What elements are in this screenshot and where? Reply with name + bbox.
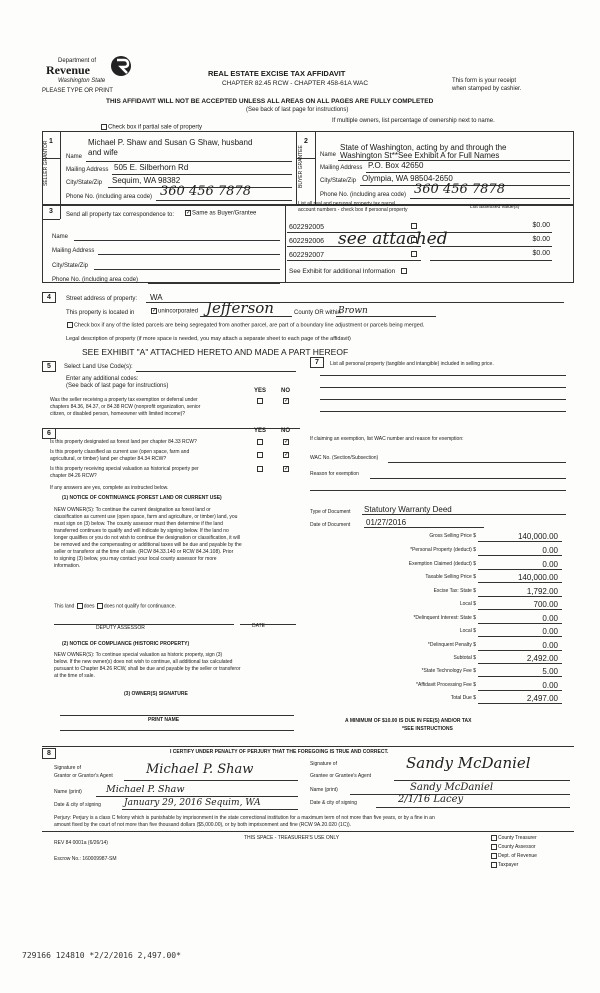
compliance-line: pursuant to Chapter 84.26 RCW, shall be due and payable by the seller or transferor: [54, 666, 241, 672]
personal-property-label: List all personal property (tangible and intangible) included in selling price.: [330, 361, 494, 367]
total-label: Subtotal $: [453, 655, 476, 661]
seller-name-line1: Michael P. Shaw and Susan G Shaw, husband: [88, 138, 253, 147]
grantee-sig-label-2: Grantee or Grantee's Agent: [310, 773, 371, 779]
doc-date-value: 01/27/2016: [366, 518, 407, 527]
doc-type-value: Statutory Warranty Deed: [364, 505, 452, 514]
parcel-2: 602292006: [289, 238, 325, 245]
total-label: Taxable Selling Price $: [425, 574, 476, 580]
total-value: 140,000.00: [517, 573, 558, 582]
certify-statement: I CERTIFY UNDER PENALTY OF PERJURY THAT THE FOREGOING IS TRUE AND CORRECT.: [170, 749, 389, 755]
total-label: Total Due $: [450, 695, 476, 701]
section-1-number: 1: [49, 138, 53, 145]
assessed-value-1: $0.00: [532, 222, 550, 229]
wac-label: WAC No. (Section/Subsection): [310, 455, 379, 461]
grantor-date-city: January 29, 2016 Sequim, WA: [124, 798, 261, 808]
total-label: Excise Tax: State $: [433, 588, 476, 594]
land-label: This land: [54, 603, 75, 610]
cashier-stamp: 729166 124810 *2/2/2016 2,497.00*: [22, 951, 181, 960]
parcel-3: 602292007: [289, 252, 325, 259]
historic-no-checkbox[interactable]: ✓: [284, 466, 290, 472]
section-4-number: 4: [47, 294, 51, 301]
total-label: Exemption Claimed (deduct) $: [408, 561, 476, 567]
continuance-line: to signing (3) below, you may contact your local county assessor for more: [54, 556, 217, 562]
continuance-line: information.: [54, 563, 81, 569]
buyer-city-value: Olympia, WA 98504-2650: [362, 174, 453, 183]
county-handwritten: Jefferson: [206, 299, 274, 317]
does-not-label: does not qualify for continuance.: [103, 603, 176, 610]
s6-yes-header: YES: [254, 428, 267, 434]
total-label: *Personal Property (deduct) $: [410, 547, 476, 553]
grantee-name-label: Name (print): [310, 787, 338, 793]
total-value: 0.00: [542, 614, 558, 623]
grantor-sig-label-2: Grantor or Grantor's Agent: [54, 773, 113, 779]
continuance-line: classification as current use (open space, farm and agriculture, or timber) land, you: [54, 514, 238, 520]
deputy-date-label: DATE: [252, 623, 265, 629]
state-label: Washington State: [58, 78, 106, 84]
buyer-phone-label: Phone No. (including area code): [320, 192, 407, 198]
perjury-line-2: amount fixed by the court of not more than five thousand dollars ($5,000.00), or by both imprisonment and fine (RCW 9A.20.020 (1C)).: [54, 822, 352, 828]
current-use-question-1: Is this property classified as current use (open space, farm and: [50, 449, 190, 455]
unincorporated-checkbox[interactable]: ✓unincorporated: [152, 308, 199, 315]
buyer-phone-value: 360 456 7878: [414, 182, 505, 197]
segregate-label: Check box if any of the listed parcels are being segregated from another parcel, are part of a boundary line adjustment or parcels being merged.: [74, 322, 425, 329]
total-label: *Affidavit Processing Fee $: [416, 682, 476, 688]
continuance-line: seller or transferor at the time of sale. (RCW 84.33.140 or RCW 84.34.108). Prior: [54, 549, 234, 555]
forest-no-checkbox[interactable]: ✓: [284, 439, 290, 445]
seller-city-label: City/State/Zip: [66, 180, 103, 186]
copy-county-treasurer[interactable]: [490, 834, 537, 843]
grantee-sig-label-1: Signature of: [310, 761, 337, 767]
total-label: Local $: [459, 628, 476, 634]
section-8-number: 8: [47, 750, 51, 757]
land-qualify-row: [54, 603, 176, 610]
historic-question-1: Is this property receiving special valuation as historical property per: [50, 466, 199, 472]
section-5-number: 5: [47, 363, 51, 370]
parcel-list-header-1: List all real and personal property tax parcel: [298, 201, 395, 207]
does-not-qualify-checkbox[interactable]: [97, 603, 103, 609]
current-use-question-2: agricultural, or timber) land per chapter 84.34 RCW?: [50, 456, 167, 462]
current-use-yes-checkbox[interactable]: [257, 452, 263, 458]
total-value: 0.00: [542, 641, 558, 650]
grantor-name-label: Name (print): [54, 789, 82, 795]
grantee-name-print: Sandy McDaniel: [410, 782, 494, 793]
continuance-line: must sign on (3) below. The county assessor must then determine if the land: [54, 521, 223, 527]
exemption-no-checkbox[interactable]: ✓: [284, 398, 290, 404]
personal-property-checkbox-3[interactable]: [411, 251, 417, 257]
seller-phone-value: 360 456 7878: [160, 184, 251, 199]
city-handwritten: Brown: [338, 306, 368, 316]
section-3-number: 3: [49, 208, 53, 215]
form-revision: REV 84 0001a (6/26/14): [54, 840, 108, 846]
historic-question-2: chapter 84.26 RCW?: [50, 473, 97, 479]
continuance-line: be removed and the compensating or additional taxes will be due and payable by the: [54, 542, 242, 548]
total-value: 2,497.00: [526, 694, 558, 703]
partial-sale-label: Check box if partial sale of property: [108, 124, 203, 131]
legal-description-value: SEE EXHIBIT "A" ATTACHED HERETO AND MADE A PART HEREOF: [82, 347, 349, 357]
same-as-buyer-label: Same as Buyer/Grantee: [192, 210, 257, 217]
copy-distribution-list: [490, 834, 537, 870]
see-instructions-note: *SEE INSTRUCTIONS: [402, 726, 453, 732]
parcel-1: 602292005: [289, 224, 325, 231]
seller-side-label: SELLER GRANTOR: [43, 140, 49, 186]
grantee-signature: Sandy McDaniel: [406, 754, 531, 772]
print-notice: PLEASE TYPE OR PRINT: [42, 88, 113, 94]
receipt-note-1: This form is your receipt: [452, 78, 517, 84]
doc-date-label: Date of Document: [310, 522, 351, 528]
grantor-name-print: Michael P. Shaw: [106, 784, 185, 795]
s5-yes-header: YES: [254, 388, 267, 394]
revenue-logo-text: Revenue: [46, 63, 90, 77]
seller-phone-label: Phone No. (including area code): [66, 194, 153, 200]
see-exhibit-checkbox[interactable]: [289, 268, 408, 275]
continuance-line: longer qualifies or you do not wish to continue the designation or classification, it will: [54, 535, 240, 541]
reason-label: Reason for exemption: [310, 471, 359, 477]
see-attached-handwritten: see attached: [338, 229, 448, 249]
does-qualify-checkbox[interactable]: [77, 603, 83, 609]
copy-taxpayer[interactable]: [490, 861, 537, 870]
total-label: *Delinquent Interest: State $: [413, 615, 476, 621]
exemption-question-1: Was the seller receiving a property tax exemption or deferral under: [50, 397, 198, 403]
street-label: Street address of property:: [66, 296, 138, 302]
total-value: 700.00: [533, 600, 558, 609]
section-2-number: 2: [304, 138, 308, 145]
legal-description-label: Legal description of property (if more space is needed, you may attach a separate sheet to each page of the affidavit): [66, 336, 351, 342]
same-as-buyer-checkbox[interactable]: ✓Same as Buyer/Grantee: [186, 210, 257, 217]
located-label: This property is located in: [66, 310, 135, 316]
buyer-name-label: Name: [320, 152, 337, 158]
grantor-sig-label-1: Signature of: [54, 765, 81, 771]
s6-no-header: NO: [281, 428, 290, 434]
seller-mail-label: Mailing Address: [66, 167, 109, 173]
compliance-line: at the time of sale.: [54, 673, 95, 679]
compliance-line: below. If the new owner(s) does not wish to continue, all additional tax calculated: [54, 659, 233, 665]
buyer-city-label: City/State/Zip: [320, 178, 357, 184]
section-7-number: 7: [315, 359, 319, 366]
notice-compliance-heading: (2) NOTICE OF COMPLIANCE (HISTORIC PROPERTY): [62, 641, 190, 647]
corr-phone-label: Phone No. (including area code): [52, 277, 139, 283]
buyer-name-line1: State of Washington, acting by and through the: [340, 143, 507, 152]
copy-county-assessor[interactable]: [490, 843, 537, 852]
additional-codes-label: Enter any additional codes:: [66, 376, 139, 382]
total-value: 5.00: [542, 667, 558, 676]
county-label: County OR within: [294, 310, 341, 316]
copy-dept-revenue[interactable]: [490, 852, 537, 861]
seller-city-value: Sequim, WA 98382: [112, 176, 181, 185]
assessed-value-2: $0.00: [532, 236, 550, 243]
doc-type-label: Type of Document: [310, 509, 351, 515]
treasurer-space-label: THIS SPACE - TREASURER'S USE ONLY: [244, 835, 340, 841]
total-label: *State Technology Fee $: [421, 668, 476, 674]
receipt-note-2: when stamped by cashier.: [452, 86, 522, 92]
see-exhibit-label: See Exhibit for additional Information: [289, 268, 396, 275]
total-value: 0.00: [542, 627, 558, 636]
copy-label: County Assessor: [498, 844, 536, 850]
street-value: WA: [150, 293, 163, 302]
total-value: 2,492.00: [526, 654, 558, 663]
if-any-yes-note: If any answers are yes, complete as instructed below.: [50, 485, 169, 491]
escrow-number: Escrow No.: 160009987-SM: [54, 856, 117, 862]
total-value: 140,000.00: [517, 532, 558, 541]
total-value: 0.00: [542, 546, 558, 555]
historic-yes-checkbox[interactable]: [257, 466, 263, 472]
form-title: REAL ESTATE EXCISE TAX AFFIDAVIT: [208, 69, 346, 78]
total-value: 0.00: [542, 560, 558, 569]
buyer-side-label: BUYER GRANTEE: [298, 145, 304, 188]
dept-label: Department of: [58, 58, 97, 64]
owner-signature-label: (3) OWNER(S) SIGNATURE: [124, 691, 188, 697]
unincorporated-label: unincorporated: [158, 308, 199, 315]
s5-no-header: NO: [281, 388, 290, 394]
parcel-list-header-2: account numbers - check box if personal property: [298, 207, 408, 213]
corr-city-label: City/State/Zip: [52, 263, 89, 269]
forest-question: Is this property designated as forest land per chapter 84.33 RCW?: [50, 439, 197, 445]
exemption-question-2: chapters 84.36, 84.37, or 84.38 RCW (nonprofit organization, senior: [50, 404, 201, 410]
total-label: Local $: [459, 601, 476, 607]
print-name-label: PRINT NAME: [148, 717, 180, 723]
see-instructions: (See back of last page for instructions): [246, 107, 349, 113]
dor-logo-icon: [110, 54, 132, 78]
land-use-see-note: (See back of last page for instructions): [66, 383, 169, 389]
buyer-mail-label: Mailing Address: [320, 165, 363, 171]
forest-yes-checkbox[interactable]: [257, 439, 263, 445]
perjury-line-1: Perjury: Perjury is a class C felony which is punishable by imprisonment in the state correctional institution for a maximum term of not more than five years, or by a fine in an: [54, 815, 435, 821]
form-chapter: CHAPTER 82.45 RCW - CHAPTER 458-61A WAC: [222, 80, 369, 87]
deputy-assessor-label: DEPUTY ASSESSOR: [96, 625, 145, 631]
assessed-value-3: $0.00: [532, 250, 550, 257]
claim-exemption-label: If claiming an exemption, list WAC number and reason for exemption:: [310, 436, 464, 442]
exemption-question-3: citizen, or disabled person, homeowner with limited income)?: [50, 411, 186, 417]
accept-notice: THIS AFFIDAVIT WILL NOT BE ACCEPTED UNLESS ALL AREAS ON ALL PAGES ARE FULLY COMPLETED: [106, 98, 434, 105]
exemption-yes-checkbox[interactable]: [257, 398, 263, 404]
grantee-date-label: Date & city of signing: [310, 800, 357, 806]
total-value: 0.00: [542, 681, 558, 690]
grantor-date-label: Date & city of signing: [54, 802, 101, 808]
continuance-line: NEW OWNER(S): To continue the current designation as forest land or: [54, 507, 211, 513]
buyer-mail-value: P.O. Box 42650: [368, 161, 424, 170]
does-label: does: [83, 603, 95, 610]
continuance-line: transferred continues to qualify and will indicate by signing below. If the land no: [54, 528, 229, 534]
copy-label: Taxpayer: [498, 862, 519, 868]
multiple-owners-note: If multiple owners, list percentage of ownership next to name.: [332, 118, 495, 124]
notice-continuance-heading: (1) NOTICE OF CONTINUANCE (FOREST LAND OR CURRENT USE): [62, 495, 222, 501]
corr-mail-label: Mailing Address: [52, 248, 95, 254]
land-use-label: Select Land Use Code(s):: [64, 364, 133, 370]
section-6-number: 6: [47, 430, 51, 437]
assessed-header: List assessed value(s): [470, 204, 520, 210]
corr-name-label: Name: [52, 234, 69, 240]
minimum-fee-note: A MINIMUM OF $10.00 IS DUE IN FEE(S) AND/OR TAX: [345, 718, 472, 724]
grantor-signature: Michael P. Shaw: [146, 762, 254, 777]
buyer-name-line2: Washington St**See Exhibit A for Full Names: [340, 151, 500, 160]
segregate-checkbox[interactable]: [66, 322, 424, 329]
current-use-no-checkbox[interactable]: ✓: [284, 452, 290, 458]
copy-label: County Treasurer: [498, 835, 537, 841]
correspondence-label: Send all property tax correspondence to:: [66, 212, 175, 218]
seller-name-label: Name: [66, 154, 83, 160]
grantee-date-city: 2/1/16 Lacey: [398, 794, 464, 805]
seller-mail-value: 505 E. Silberhorn Rd: [114, 163, 189, 172]
copy-label: Dept. of Revenue: [498, 853, 537, 859]
compliance-line: NEW OWNER(S): To continue special valuation as historic property, sign (3): [54, 652, 223, 658]
total-value: 1,792.00: [526, 587, 558, 596]
total-label: Gross Selling Price $: [429, 533, 476, 539]
seller-name-line2: and wife: [88, 148, 118, 157]
total-label: *Delinquent Penalty $: [427, 642, 476, 648]
